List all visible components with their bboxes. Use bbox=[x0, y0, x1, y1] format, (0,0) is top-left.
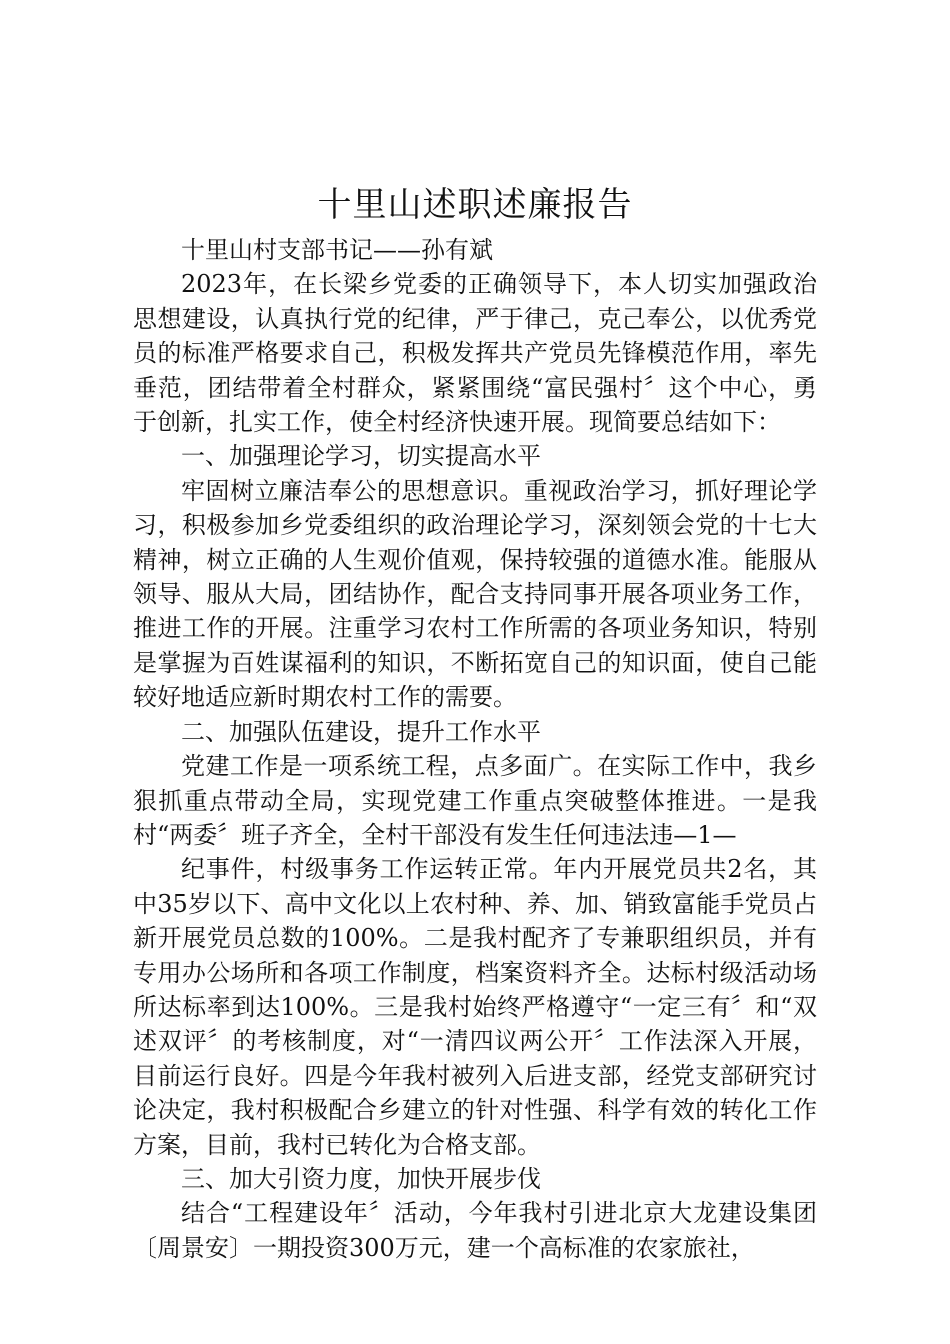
section-heading-2: 二、加强队伍建设，提升工作水平 bbox=[181, 717, 541, 746]
author-line: 十里山村支部书记——孙有斌 bbox=[181, 236, 493, 264]
document-title: 十里山述职述廉报告 bbox=[317, 185, 633, 225]
section-2-paragraph-a: 党建工作是一项系统工程，点多面广。在实际工作中，我乡狠抓重点带动全局，实现党建工作重点突破整体推进。一是我村“两委〞班子齐全，全村干部没有发生任何违法违—1— bbox=[133, 752, 817, 849]
section-1-paragraph: 牢固树立廉洁奉公的思想意识。重视政治学习，抓好理论学习，积极参加乡党委组织的政治理论学习，深刻领会党的十七大精神，树立正确的人生观价值观，保持较强的道德水准。能服从领导、服从大局，团结协作，配合支持同事开展各项业务工作，推进工作的开展。注重学习农村工作所需的各项业务知识，特别是掌握为百姓谋福利的知识，不断拓宽自己的知识面，使自己能较好地适应新时期农村工作的需要。 bbox=[133, 476, 817, 712]
section-heading-1: 一、加强理论学习，切实提高水平 bbox=[181, 442, 541, 471]
section-heading-3: 三、加大引资力度，加快开展步伐 bbox=[181, 1164, 541, 1193]
section-3-paragraph: 结合“工程建设年〞活动，今年我村引进北京大龙建设集团〔周景安〕一期投资300万元，建一个高标准的农家旅社， bbox=[133, 1199, 817, 1262]
document-body bbox=[133, 233, 817, 1265]
intro-paragraph: 2023年，在长梁乡党委的正确领导下，本人切实加强政治思想建设，认真执行党的纪律，严于律己，克己奉公，以优秀党员的标准严格要求自己，积极发挥共产党员先锋模范作用，率先垂范，团结带着全村群众，紧紧围绕“富民强村〞这个中心，勇于创新，扎实工作，使全村经济快速开展。现简要总结如下： bbox=[133, 270, 817, 437]
section-2-paragraph-b: 纪事件，村级事务工作运转正常。年内开展党员共2名，其中35岁以下、高中文化以上农村种、养、加、销致富能手党员占新开展党员总数的100%。二是我村配齐了专兼职组织员，并有专用办公场所和各项工作制度，档案资料齐全。达标村级活动场所达标率到达100%。三是我村始终严格遵守“一定三有〞和“双述双评〞的考核制度，对“一清四议两公开〞工作法深入开展，目前运行良好。四是今年我村被列入后进支部，经党支部研究讨论决定，我村积极配合乡建立的针对性强、科学有效的转化工作方案，目前，我村已转化为合格支部。 bbox=[133, 855, 817, 1159]
